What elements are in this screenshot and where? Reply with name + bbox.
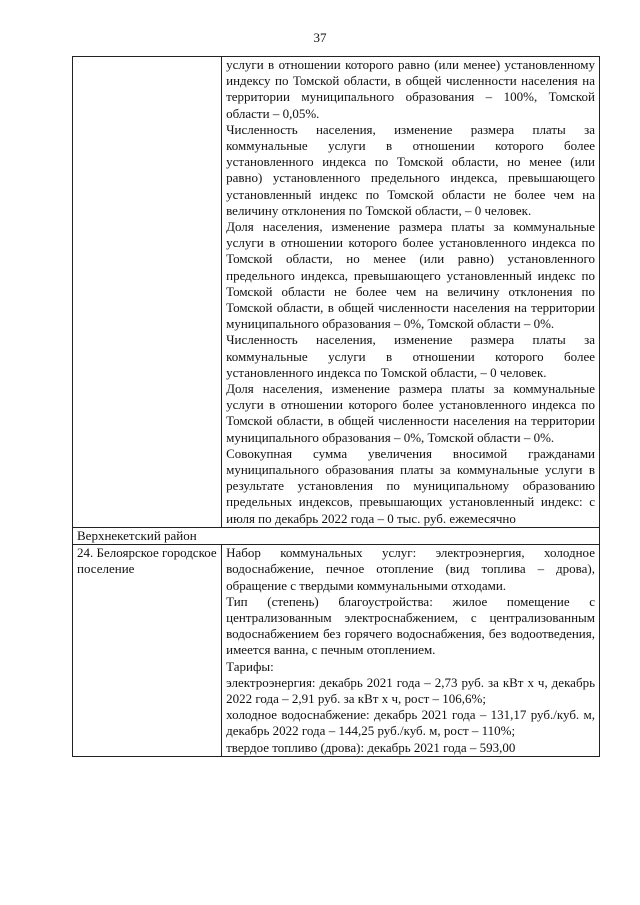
municipality-name: 24. Белоярское городское поселение	[73, 545, 222, 757]
paragraph: холодное водоснабжение: декабрь 2021 года – 131,17 руб./куб. м, декабрь 2022 года – 144,25 руб./куб. м, рост – 110%;	[226, 707, 595, 739]
paragraph: Набор коммунальных услуг: электроэнергия, холодное водоснабжение, печное отопление (вид топлива – дрова), обращение с твердыми коммунальными отходами.	[226, 545, 595, 593]
paragraph: услуги в отношении которого равно (или менее) установленному индексу по Томской области, в общей численности населения на территории муниципального образования – 100%, Томской области – 0,05%.	[226, 57, 595, 121]
paragraph: электроэнергия: декабрь 2021 года – 2,73 руб. за кВт х ч, декабрь 2022 года – 2,91 руб. за кВт х ч, рост – 106,6%;	[226, 674, 595, 706]
paragraph: Доля населения, изменение размера платы за коммунальные услуги в отношении которого более установленного индекса по Томской области, но менее (или равно) установленного предельного индекса, превышающего установленный индекс по Томской области не более чем на величину отклонения по Томской области, в общей численности населения на территории муниципального образования – 0%, Томской области – 0%.	[226, 219, 595, 332]
table-cell-continued-text	[222, 57, 600, 528]
paragraph: Численность населения, изменение размера платы за коммунальные услуги в отношении которого более установленного индекса по Томской области, но менее (или равно) установленного предельного индекса, превышающего установленный индекс по Томской области не более чем на величину отклонения по Томской области, – 0 человек.	[226, 121, 595, 218]
page-number: 37	[313, 30, 327, 45]
table-cell-empty	[73, 57, 222, 528]
paragraph: Совокупная сумма увеличения вносимой гражданами муниципального образования платы за коммунальные услуги в результате установления по муниципальному образованию предельных индексов, превышающих установленный индекс: с июля по декабрь 2022 года – 0 тыс. руб. ежемесячно	[226, 445, 595, 526]
tariff-table	[72, 56, 600, 757]
paragraph: Тарифы:	[226, 658, 274, 674]
paragraph: Тип (степень) благоустройства: жилое помещение с централизованным электроснабжением, с централизованным водоснабжением без горячего водоснабжения, без водоотведения, имеется ванна, с печным отоплением.	[226, 593, 595, 658]
region-heading: Верхнекетский район	[73, 527, 600, 544]
paragraph: Доля населения, изменение размера платы за коммунальные услуги в отношении которого более установленного индекса по Томской области, в общей численности населения на территории муниципального образования – 0%, Томской области – 0%.	[226, 381, 595, 445]
table-row-region	[73, 527, 600, 544]
table-row-continued	[73, 57, 600, 528]
paragraph: Численность населения, изменение размера платы за коммунальные услуги в отношении которого более установленного индекса по Томской области, – 0 человек.	[226, 332, 595, 380]
paragraph: твердое топливо (дрова): декабрь 2021 года – 593,00	[226, 739, 516, 755]
table-row-municipality	[73, 545, 600, 757]
table-cell-municipality-text	[222, 545, 600, 757]
